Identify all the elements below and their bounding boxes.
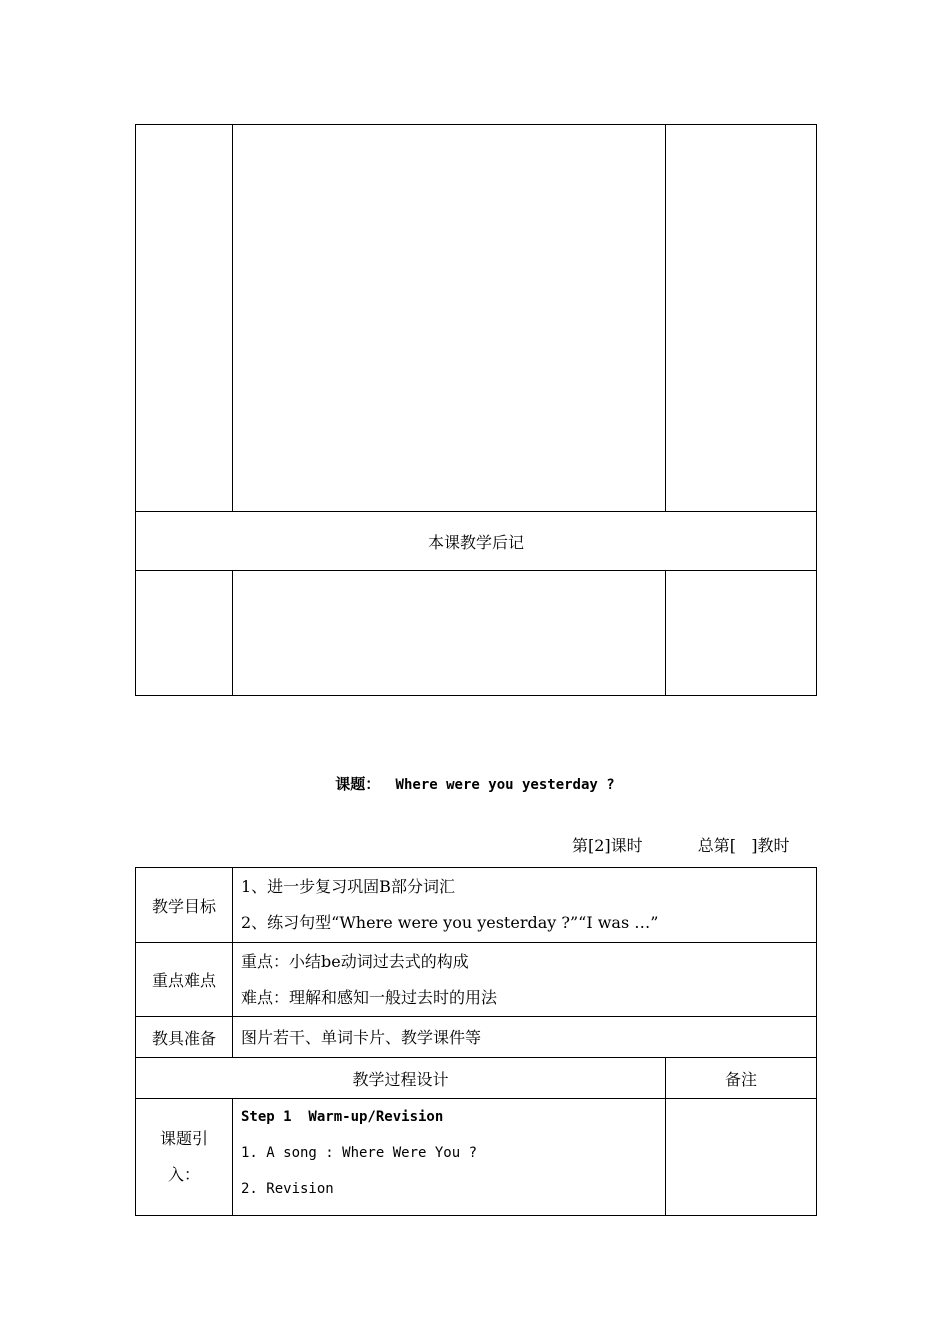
process-row-empty (136, 125, 817, 512)
remarks-header: 备注 (666, 1058, 817, 1099)
key-points-content (233, 943, 817, 1017)
materials-row (136, 1017, 817, 1058)
notes-row (136, 571, 817, 696)
key-points-row (136, 943, 817, 1017)
step-title: Step 1 Warm-up/Revision (241, 1109, 444, 1125)
intro-label-line: 入： (167, 1165, 200, 1184)
materials-label: 教具准备 (136, 1017, 233, 1058)
process-header-row (136, 1058, 817, 1099)
process-label-cell (136, 125, 233, 512)
objective-item (241, 905, 808, 941)
process-header: 教学过程设计 (136, 1058, 666, 1099)
previous-lesson-table (135, 124, 817, 696)
key-points-label: 重点难点 (136, 943, 233, 1017)
process-remarks-cell (666, 125, 817, 512)
intro-label-line: 课题引 (159, 1129, 208, 1148)
lesson-title-text: Where were you yesterday ? (395, 777, 615, 793)
intro-label (136, 1099, 233, 1216)
objectives-content (233, 868, 817, 943)
lesson-title (0, 773, 950, 794)
intro-line: 1. A song : Where Were You ? (241, 1145, 478, 1161)
notes-header: 本课教学后记 (136, 512, 817, 571)
lesson-period: 第[2]课时 (572, 836, 643, 855)
intro-content (233, 1099, 666, 1216)
intro-row (136, 1099, 817, 1216)
materials-content: 图片若干、单词卡片、教学课件等 (233, 1017, 817, 1058)
objective-item: 1、进一步复习巩固B部分词汇 (241, 877, 455, 896)
period-line (572, 833, 790, 856)
notes-label-cell (136, 571, 233, 696)
objectives-row (136, 868, 817, 943)
lesson-plan-table (135, 867, 817, 1216)
objectives-label: 教学目标 (136, 868, 233, 943)
intro-remarks (666, 1099, 817, 1216)
key-point-item: 重点：小结be动词过去式的构成 (241, 951, 469, 971)
process-content-cell (233, 125, 666, 512)
notes-content-cell (233, 571, 666, 696)
notes-header-row (136, 512, 817, 571)
notes-remarks-cell (666, 571, 817, 696)
total-period: 总第[ ]教时 (697, 836, 790, 855)
difficult-point-item: 难点：理解和感知一般过去时的用法 (241, 987, 498, 1007)
lesson-title-label: 课题： (335, 775, 381, 793)
objective-item-text: 2、练习句型“Where were you yesterday ?”“I was …” (241, 913, 659, 932)
intro-line: 2. Revision (241, 1181, 334, 1197)
